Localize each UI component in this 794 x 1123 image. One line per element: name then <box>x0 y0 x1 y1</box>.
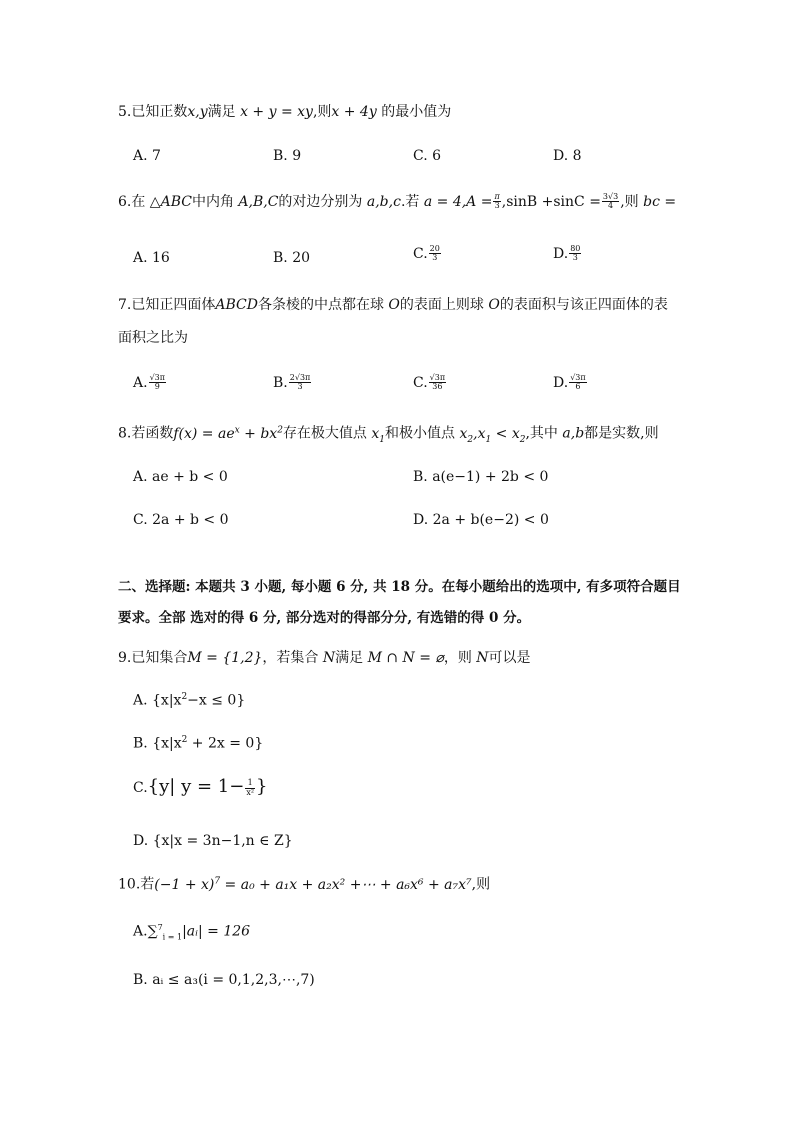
q9-option-b: B. $\{x|x^2 + 2x = 0\}$ <box>133 735 264 752</box>
q8-option-a: A. ae + b < 0 <box>133 469 228 485</box>
q9-option-a: A. $\{x|x^2-x \le 0\}$ <box>133 692 246 709</box>
q8-option-c: C. 2a + b < 0 <box>133 512 229 528</box>
q5-option-d: D. 8 <box>553 148 582 164</box>
q5-option-a: A. 7 <box>133 148 161 164</box>
question-7-stem-line2: 面积之比为 <box>118 330 188 346</box>
q9-option-c: C.{y| y = 1− $\frac{1}{\text{x²}}$ } <box>133 776 268 797</box>
q7-option-c: C. $\frac{√3\pi}{36}$ <box>413 373 446 392</box>
q6-option-a: A. 16 <box>133 250 170 266</box>
question-9-stem: 9.已知集合M = {1,2}，若集合 N满足 M ∩ N = ⌀，则 N可以是 <box>118 650 531 666</box>
q6-option-b: B. 20 <box>273 250 311 266</box>
question-10-stem: 10.若$(-1 + x)^7 = a_0 + a_1x + a_2x^2$ +⋯ + a₆x⁶ + a₇x⁷,则 <box>118 876 491 893</box>
q8-option-d: D. 2a + b(e−2) < 0 <box>413 512 549 528</box>
q6-option-d: D. $\frac{80}{3}$ <box>553 244 581 263</box>
q8-option-b: B. a(e−1) + 2b < 0 <box>413 469 549 485</box>
section-2-header-line2: 要求。全部 选对的得 6 分, 部分选对的得部分分, 有选错的得 0 分。 <box>118 610 531 626</box>
q7-option-a: A. $\frac{√3\pi}{9}$ <box>133 373 166 392</box>
question-7-stem-line1: 7.已知正四面体ABCD各条棱的中点都在球 O的表面上则球 O的表面积与该正四面体的表 <box>118 297 668 313</box>
section-2-header-line1: 二、选择题: 本题共 3 小题, 每小题 6 分, 共 18 分。在每小题给出的选项中, 有多项符合题目 <box>118 579 681 595</box>
q9-option-d: D. {x|x = 3n−1,n ∈ Z} <box>133 833 293 849</box>
fraction-3root3-over-4: $\frac{3√3}{4}$ <box>602 192 619 211</box>
question-8-stem: 8.若函数$f(x) = ae^x + bx^2$存在极大值点 $x_1$和极小值点 $x_2,x_1 < x_2$,其中 a,b都是实数,则 <box>118 425 659 445</box>
q10-option-a: A.∑$^7_{i = 1}$|aᵢ| = 126 <box>133 923 251 942</box>
q5-option-b: B. 9 <box>273 148 302 164</box>
q7-option-b: B. $\frac{2√3\pi}{3}$ <box>273 373 311 392</box>
question-6-stem: 6.在 △ABC中内角 A,B,C的对边分别为 a,b,c.若 a = 4,A = $\frac{\pi}{3}$ ,sinB +sinC = $\frac{3√3}{4}$ ,则 bc = <box>118 192 677 211</box>
question-5-stem: 5.已知正数x,y满足 x + y = xy,则x + 4y 的最小值为 <box>118 104 452 120</box>
q7-option-d: D. $\frac{√3\pi}{6}$ <box>553 373 586 392</box>
summation-symbol: ∑ <box>147 923 158 940</box>
q5-option-c: C. 6 <box>413 148 442 164</box>
q10-option-b: B. aᵢ ≤ a₃(i = 0,1,2,3,⋯,7) <box>133 972 315 988</box>
q6-option-c: C. $\frac{20}{3}$ <box>413 244 440 263</box>
fraction-pi-over-3: $\frac{\pi}{3}$ <box>494 192 500 211</box>
